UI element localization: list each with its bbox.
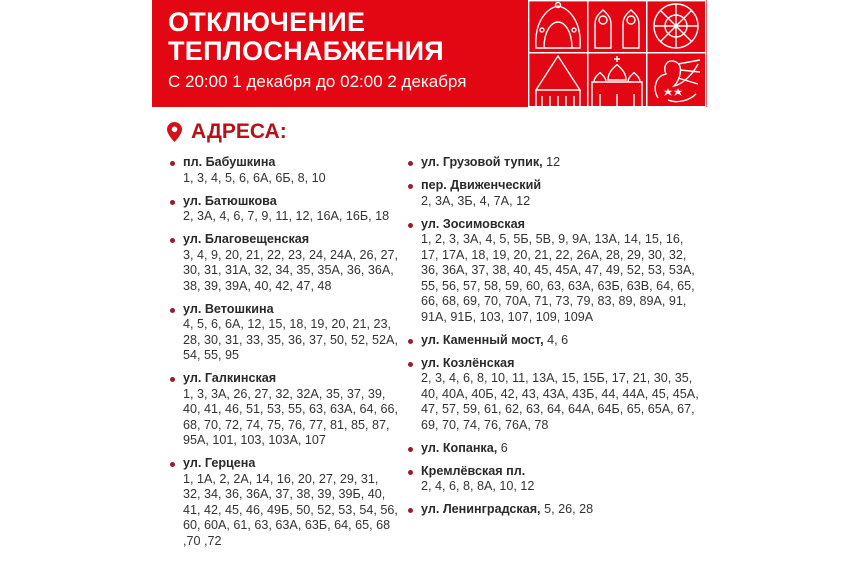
address-item [406,502,701,518]
house-numbers: 6 [500,440,508,455]
house-numbers: 3, 4, 9, 20, 21, 22, 23, 24, 24А, 26, 27, 30, 31, 31А, 32, 34, 35, 35А, 36, 36А, 38, 39, 39А, 40, 42, 47, 48 [183,247,398,293]
address-item [168,194,398,225]
street-name: ул. Грузовой тупик, [421,155,543,169]
house-numbers: 2, 3, 4, 6, 8, 10, 11, 13А, 15, 15Б, 17, 21, 30, 35, 40, 40А, 40Б, 42, 43, 43А, 43Б, 44, 44А, 45, 45А, 47, 57, 59, 61, 62, 63, 64, 64А, 64Б, 65, 65А, 67, 69, 70, 74, 76, 76А, 78 [421,371,699,432]
address-item [406,217,701,326]
house-numbers: 4, 6 [547,332,569,347]
addresses-heading [167,120,287,144]
address-item [406,333,701,349]
address-item [168,302,398,364]
house-numbers: 2, 3А, 4, 6, 7, 9, 11, 12, 16А, 16Б, 18 [183,209,390,223]
street-name: ул. Ветошкина [183,301,274,316]
house-numbers: 1, 1А, 2, 2А, 14, 16, 20, 27, 29, 31, 32, 34, 36, 36А, 37, 38, 39, 39Б, 40, 41, 42, 45, 46, 49Б, 50, 52, 53, 54, 56, 60, 60А, 61, 63, 63А, 63Б, 64, 65, 68 ,70 ,72 [183,471,398,548]
street-name: ул. Ленинградская, [421,502,541,516]
street-name: ул. Галкинская [183,371,277,385]
address-item [406,356,701,434]
house-numbers: 1, 3, 3А, 26, 27, 32, 32А, 35, 37, 39, 40, 41, 46, 51, 53, 55, 63, 63А, 64, 66, 68, 70, 72, 74, 75, 76, 77, 81, 85, 87, 95А, 101, 103, 103А, 107 [183,386,398,447]
address-item [406,178,701,209]
house-numbers: 12 [546,155,561,169]
house-numbers: 1, 3, 4, 5, 6, 6А, 6Б, 8, 10 [183,170,326,185]
address-item [168,456,398,549]
address-item [168,155,398,186]
street-name: ул. Батюшкова [183,193,277,208]
address-list-right [406,155,701,525]
title-line-2: ТЕПЛОСНАБЖЕНИЯ [168,36,445,66]
title-line-1: ОТКЛЮЧЕНИЕ [168,7,366,37]
address-item [406,464,701,495]
address-list-left [168,155,398,557]
house-numbers: 4, 5, 6, 6А, 12, 15, 18, 19, 20, 21, 23, 28, 30, 31, 33, 35, 36, 37, 50, 52, 52А, 54, 55, 95 [183,317,398,362]
street-name: пер. Движенческий [421,178,542,192]
street-name: пл. Бабушкина [183,155,276,169]
outage-period: С 20:00 1 декабря до 02:00 2 декабря [168,72,467,91]
street-name: ул. Благовещенская [183,232,310,246]
house-numbers: 2, 3А, 3Б, 4, 7А, 12 [421,193,531,208]
addresses-heading-text: АДРЕСА: [191,120,287,143]
address-item [406,155,701,171]
street-name: ул. Герцена [183,456,256,470]
page-title [168,8,444,66]
location-pin-icon [167,122,182,142]
street-name: ул. Каменный мост, [421,332,544,347]
street-name: Кремлёвская пл. [421,463,526,478]
folk-ornament-icon [528,0,707,107]
house-numbers: 5, 26, 28 [544,502,594,516]
address-item [406,441,701,457]
address-item [168,232,398,294]
header-banner [152,0,707,107]
house-numbers: 1, 2, 3, 3А, 4, 5, 5Б, 5В, 9, 9А, 13А, 14, 15, 16, 17, 17А, 18, 19, 20, 21, 22, 26А, 28, 29, 30, 32, 36, 36А, 37, 38, 40, 45, 45А, 47, 49, 52, 53, 53А, 55, 56, 57, 58, 59, 60, 63, 63А, 63Б, 63В, 64, 65, 66, 68, 69, 70, 70А, 71, 73, 79, 83, 89, 89А, 91, 91А, 91Б, 103, 107, 109, 109А [421,232,695,324]
house-numbers: 2, 4, 6, 8, 8А, 10, 12 [421,479,535,493]
address-item [168,371,398,449]
street-name: ул. Копанка, [421,440,498,455]
street-name: ул. Зосимовская [421,216,525,231]
street-name: ул. Козлёнская [421,355,515,370]
